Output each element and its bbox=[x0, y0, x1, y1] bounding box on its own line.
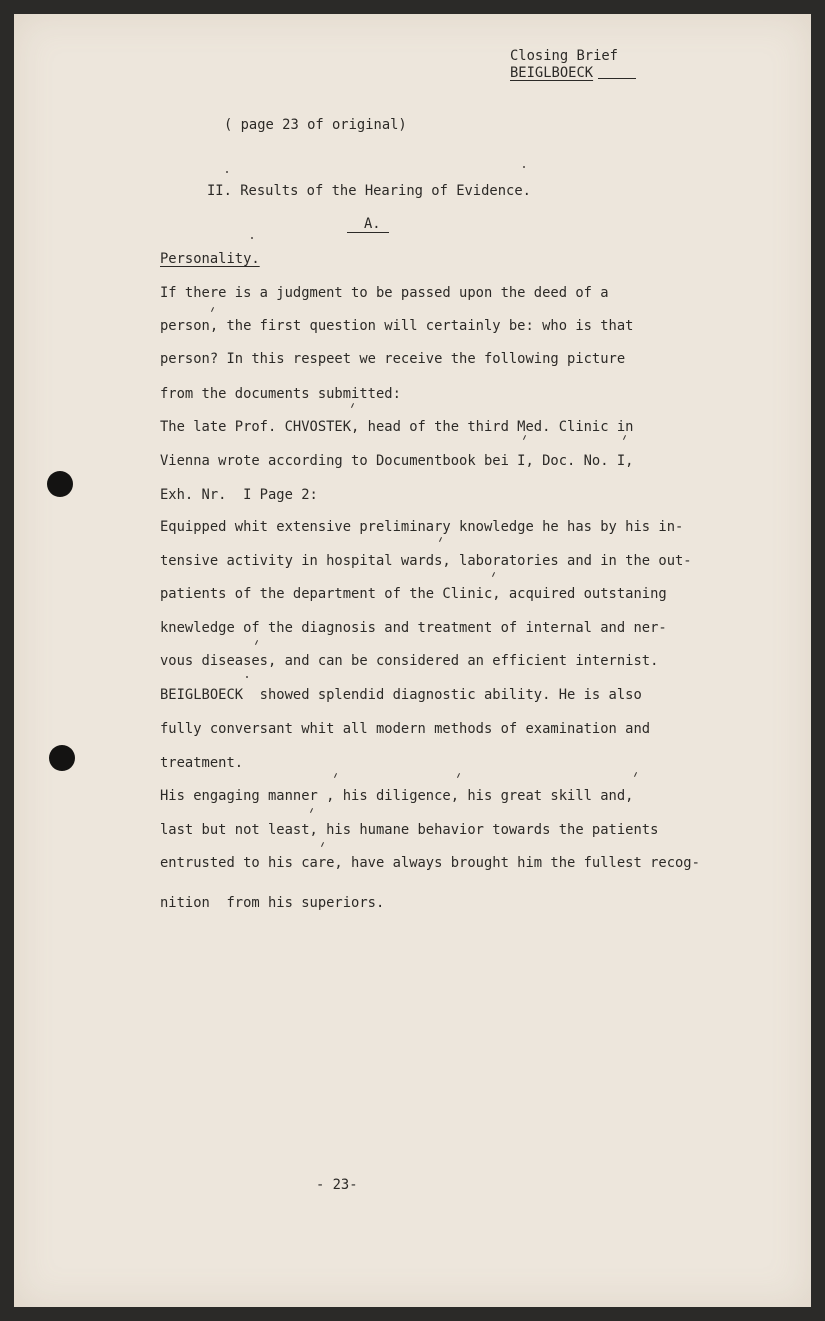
body-line: treatment. bbox=[160, 755, 244, 771]
paper-speck bbox=[246, 676, 248, 678]
header-name: BEIGLBOECK bbox=[510, 65, 594, 81]
body-line: person, the first question will certainly be: who is that bbox=[160, 318, 634, 334]
subheading: A. bbox=[364, 216, 381, 232]
body-line: patients of the department of the Clinic, acquired outstaning bbox=[160, 586, 667, 602]
header-underline-extension bbox=[598, 78, 636, 79]
paper-speck bbox=[523, 166, 525, 168]
page-number: - 23- bbox=[316, 1177, 358, 1193]
body-line: Equipped whit extensive preliminary knowledge he has by his in- bbox=[160, 519, 684, 535]
body-line: from the documents submitted: bbox=[160, 386, 401, 402]
paper-speck bbox=[226, 171, 228, 173]
body-line: The late Prof. CHVOSTEK, head of the third Med. Clinic in bbox=[160, 419, 634, 435]
punch-hole-bottom bbox=[49, 745, 75, 771]
body-line: BEIGLBOECK showed splendid diagnostic ability. He is also bbox=[160, 687, 642, 703]
paper-speck bbox=[251, 237, 253, 239]
body-line: person? In this respeet we receive the following picture bbox=[160, 351, 626, 367]
body-line: knewledge of the diagnosis and treatment of internal and ner- bbox=[160, 620, 667, 636]
body-line: entrusted to his care, have always brought him the fullest recog- bbox=[160, 855, 700, 871]
body-line: last but not least, his humane behavior towards the patients bbox=[160, 822, 659, 838]
body-line: tensive activity in hospital wards, laboratories and in the out- bbox=[160, 553, 692, 569]
body-line: Vienna wrote according to Documentbook bei I, Doc. No. I, bbox=[160, 453, 634, 469]
header-title: Closing Brief bbox=[510, 48, 618, 64]
punch-hole-top bbox=[47, 471, 73, 497]
body-line: nition from his superiors. bbox=[160, 895, 385, 911]
body-line: vous diseases, and can be considered an efficient internist. bbox=[160, 653, 659, 669]
body-line: If there is a judgment to be passed upon the deed of a bbox=[160, 285, 609, 301]
body-line: His engaging manner , his diligence, his great skill and, bbox=[160, 788, 634, 804]
section-title: Personality. bbox=[160, 251, 260, 267]
body-line: fully conversant whit all modern methods of examination and bbox=[160, 721, 651, 737]
section-heading: II. Results of the Hearing of Evidence. bbox=[207, 183, 531, 199]
original-page-reference: ( page 23 of original) bbox=[224, 117, 407, 133]
body-line: Exh. Nr. I Page 2: bbox=[160, 487, 318, 503]
